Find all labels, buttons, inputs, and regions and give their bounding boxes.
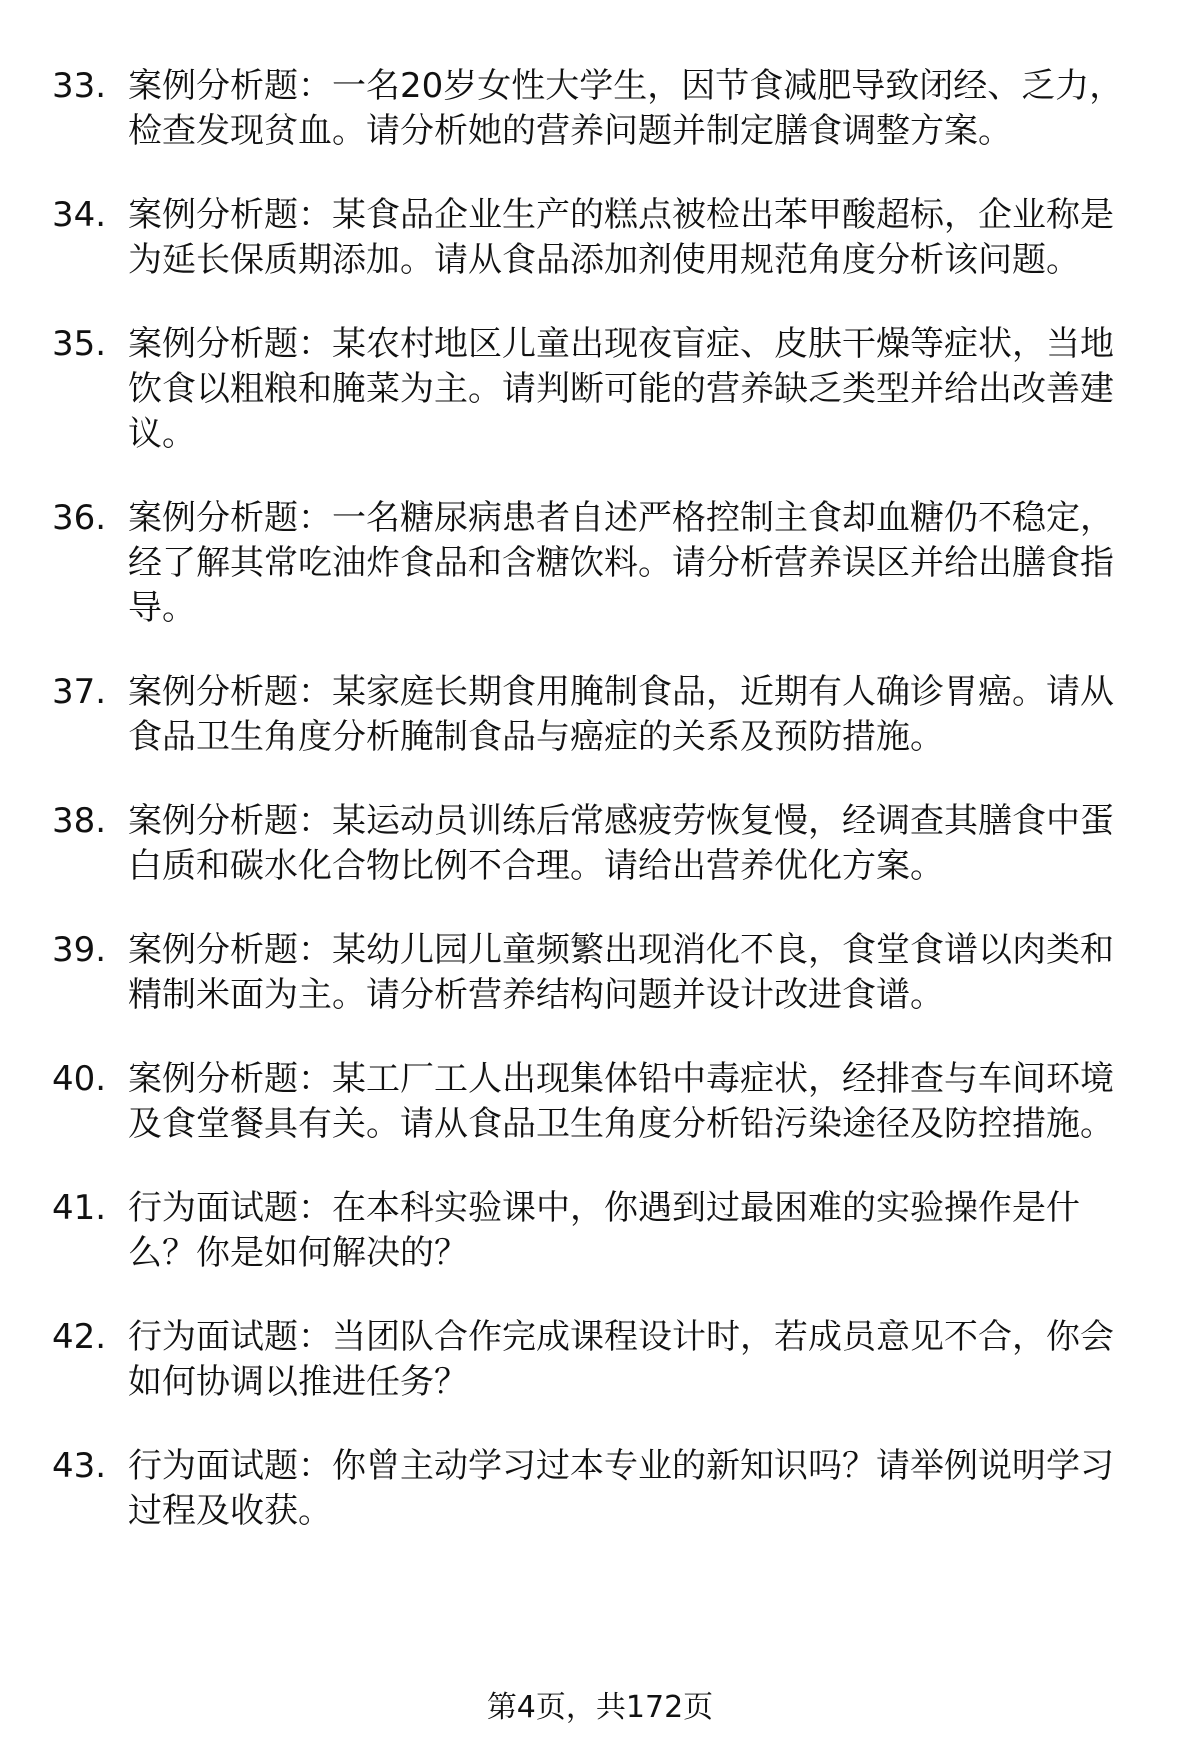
question-number: 41.	[52, 1188, 107, 1228]
question-item	[0, 928, 1200, 1018]
question-item	[0, 496, 1200, 631]
question-number: 34.	[52, 195, 107, 235]
question-text: 行为面试题：当团队合作完成课程设计时，若成员意见不合，你会如何协调以推进任务？	[128, 1317, 1114, 1402]
question-text: 案例分析题：一名糖尿病患者自述严格控制主食却血糖仍不稳定，经了解其常吃油炸食品和含糖饮料。请分析营养误区并给出膳食指导。	[128, 498, 1114, 628]
question-text: 案例分析题：某家庭长期食用腌制食品，近期有人确诊胃癌。请从食品卫生角度分析腌制食品与癌症的关系及预防措施。	[128, 672, 1114, 757]
question-text: 案例分析题：某食品企业生产的糕点被检出苯甲酸超标，企业称是为延长保质期添加。请从食品添加剂使用规范角度分析该问题。	[128, 195, 1114, 280]
question-item	[0, 1057, 1200, 1147]
question-number: 43.	[52, 1446, 107, 1486]
question-number: 36.	[52, 498, 107, 538]
question-number: 42.	[52, 1317, 107, 1357]
question-item	[0, 670, 1200, 760]
question-item	[0, 64, 1200, 154]
question-number: 40.	[52, 1059, 107, 1099]
question-item	[0, 1186, 1200, 1276]
page-footer: 第4页，共172页	[486, 1690, 714, 1725]
question-text: 案例分析题：某工厂工人出现集体铅中毒症状，经排查与车间环境及食堂餐具有关。请从食品卫生角度分析铅污染途径及防控措施。	[128, 1059, 1114, 1144]
question-item	[0, 799, 1200, 889]
question-text: 行为面试题：你曾主动学习过本专业的新知识吗？请举例说明学习过程及收获。	[128, 1446, 1114, 1531]
question-text: 案例分析题：某农村地区儿童出现夜盲症、皮肤干燥等症状，当地饮食以粗粮和腌菜为主。请判断可能的营养缺乏类型并给出改善建议。	[128, 324, 1114, 454]
question-list	[0, 64, 1200, 1573]
question-item	[0, 1444, 1200, 1534]
question-number: 35.	[52, 324, 107, 364]
question-item	[0, 1315, 1200, 1405]
question-number: 38.	[52, 801, 107, 841]
question-text: 案例分析题：某幼儿园儿童频繁出现消化不良，食堂食谱以肉类和精制米面为主。请分析营养结构问题并设计改进食谱。	[128, 930, 1114, 1015]
question-text: 案例分析题：一名20岁女性大学生，因节食减肥导致闭经、乏力，检查发现贫血。请分析她的营养问题并制定膳食调整方案。	[128, 66, 1124, 151]
question-item	[0, 322, 1200, 457]
question-text: 行为面试题：在本科实验课中，你遇到过最困难的实验操作是什么？你是如何解决的？	[128, 1188, 1080, 1273]
question-number: 39.	[52, 930, 107, 970]
question-number: 33.	[52, 66, 107, 106]
question-item	[0, 193, 1200, 283]
question-number: 37.	[52, 672, 107, 712]
question-text: 案例分析题：某运动员训练后常感疲劳恢复慢，经调查其膳食中蛋白质和碳水化合物比例不合理。请给出营养优化方案。	[128, 801, 1114, 886]
